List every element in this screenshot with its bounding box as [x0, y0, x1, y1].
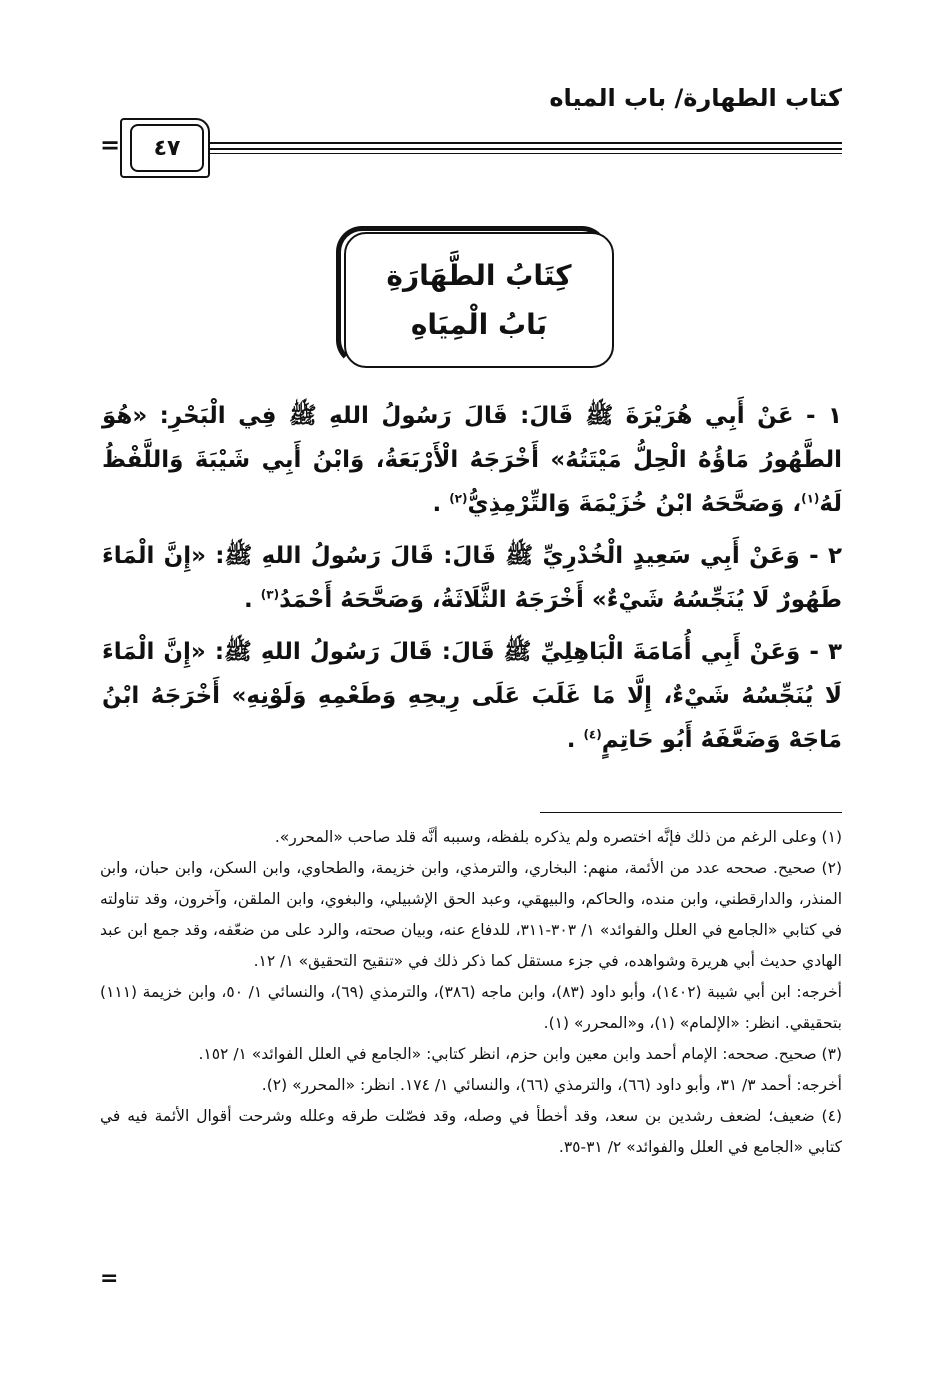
header-rule: [210, 148, 842, 150]
hadith-end: .: [566, 727, 584, 753]
hadith-text: ٢ - وَعَنْ أَبِي سَعِيدٍ الْخُدْرِيِّ ﷺ قَالَ: قَالَ رَسُولُ اللهِ ﷺ: «إِنَّ الْمَاءَ طَهُورٌ لَا يُنَجِّسُهُ شَيْءٌ» أَخْرَجَهُ الثَّلَاثَةُ، وَصَحَّحَهُ أَحْمَدُ: [102, 543, 842, 613]
footnotes: [100, 822, 842, 1163]
footnote-4: (٤) ضعيف؛ لضعف رشدين بن سعد، وقد أخطأ في وصله، وقد فصّلت طرقه وعلله وشرحت أقوال الأئمة فيه في كتابي «الجامع في العلل والفوائد» ٢/ ٣١-٣٥.: [100, 1107, 842, 1156]
hadith-end: .: [244, 587, 261, 613]
hadith-2: [102, 534, 842, 622]
page-number: ٤٧: [130, 124, 204, 172]
continuation-mark: =: [100, 131, 121, 159]
header-rule: [210, 142, 842, 144]
footnote-3-sources: أخرجه: أحمد ٣/ ٣١، وأبو داود (٦٦)، والترمذي (٦٦)، والنسائي ١/ ١٧٤. انظر: «المحرر» (٢).: [261, 1076, 842, 1094]
footnote-ref: (٤): [583, 727, 602, 742]
footnote-ref: (١): [801, 491, 820, 506]
continuation-mark-bottom: =: [100, 1266, 119, 1291]
hadith-end: .: [432, 491, 450, 517]
chapter-title: بَابُ الْمِيَاهِ: [410, 308, 548, 341]
footnote-3: (٣) صحيح. صححه: الإمام أحمد وابن معين وابن حزم، انظر كتابي: «الجامع في العلل الفوائد» ١/ ١٥٢.: [198, 1045, 842, 1063]
hadith-1: [102, 394, 842, 526]
footnote-1: (١) وعلى الرغم من ذلك فإنَّه اختصره ولم يذكره بلفظه، وسببه أنَّه قلد صاحب «المحرر».: [274, 828, 842, 846]
hadith-list: [102, 394, 842, 770]
footnote-ref: (٢): [449, 491, 468, 506]
header-rule: [210, 153, 842, 154]
hadith-text: ١ - عَنْ أَبِي هُرَيْرَةَ ﷺ قَالَ: قَالَ رَسُولُ اللهِ ﷺ فِي الْبَحْرِ: «هُوَ الطَّهُورُ مَاؤُهُ الْحِلُّ مَيْتَتُهُ» أَخْرَجَهُ الْأَرْبَعَةُ، وَابْنُ أَبِي شَيْبَةَ وَاللَّفْظُ لَهُ: [102, 403, 842, 517]
hadith-3: [102, 630, 842, 762]
footnote-separator: [540, 812, 842, 813]
hadith-text: ٣ - وَعَنْ أَبِي أُمَامَةَ الْبَاهِلِيِّ ﷺ قَالَ: قَالَ رَسُولُ اللهِ ﷺ: «إِنَّ الْمَاءَ لَا يُنَجِّسُهُ شَيْءٌ، إِلَّا مَا غَلَبَ عَلَى رِيحِهِ وَطَعْمِهِ وَلَوْنِهِ» أَخْرَجَهُ ابْنُ مَاجَهْ وَضَعَّفَهُ أَبُو حَاتِمٍ: [102, 639, 842, 753]
footnote-2: (٢) صحيح. صححه عدد من الأئمة، منهم: البخاري، والترمذي، وابن خزيمة، والطحاوي، وابن السكن، وابن حبان، وابن المنذر، والدارقطني، وابن منده، والحاكم، والبيهقي، وعبد الحق الإشبيلي، والبغوي، وابن الملقن، وآخرون، وقد تناولته في كتابي «الجامع في العلل والفوائد» ١/ ٣٠٣-٣١١، للدفاع عنه، وبيان صحته، والرد على من ضعّفه، وقد جمع ابن عبد الهادي حديث أبي هريرة وشواهده، في جزء مستقل كما ذكر ذلك في «تنقيح التحقيق» ١/ ١٢.: [100, 859, 842, 970]
footnote-ref: (٣): [260, 587, 280, 602]
hadith-text: ، وَصَحَّحَهُ ابْنُ خُزَيْمَةَ وَالتِّرْمِذِيُّ: [467, 491, 802, 517]
footnote-2-sources: أخرجه: ابن أبي شيبة (١٤٠٢)، وأبو داود (٨٣)، وابن ماجه (٣٨٦)، والترمذي (٦٩)، والنسائي ١/ ٥٠، وابن خزيمة (١١١) بتحقيقي. انظر: «الإلمام» (١)، و«المحرر» (١).: [100, 983, 842, 1032]
running-title: كتاب الطهارة/ باب المياه: [549, 84, 842, 112]
book-title: كِتَابُ الطَّهَارَةِ: [386, 259, 572, 292]
title-box: [344, 232, 614, 368]
